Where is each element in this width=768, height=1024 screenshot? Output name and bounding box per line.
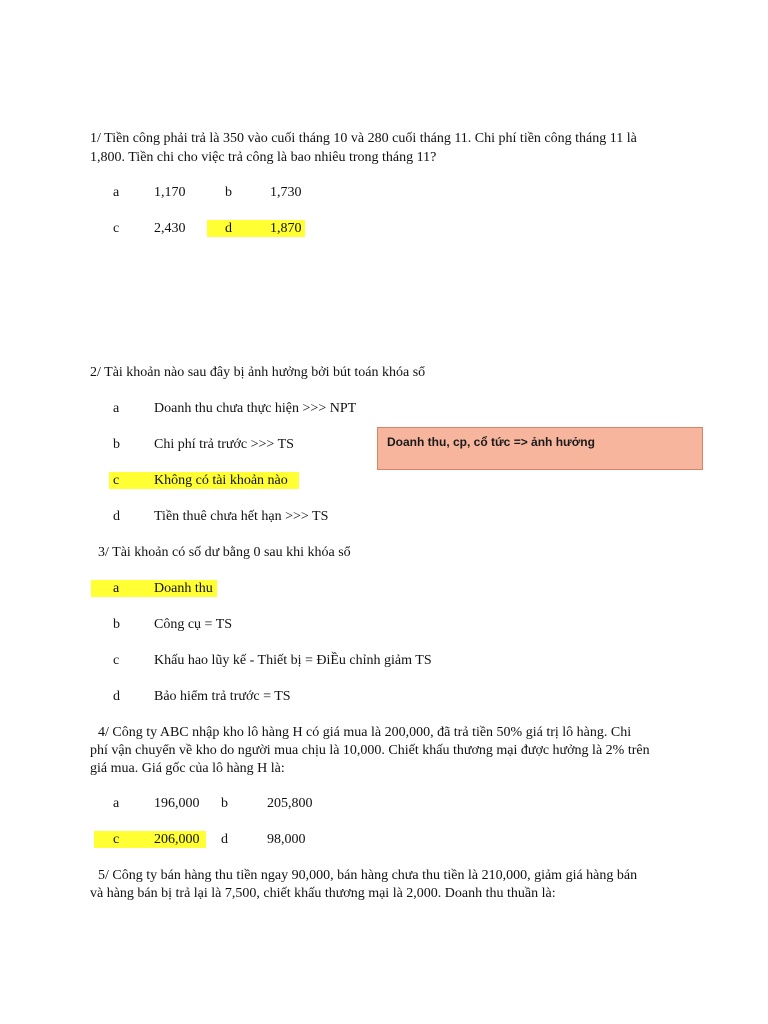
q4-text-line2: phí vận chuyển về kho do người mua chịu là 10,000. Chiết khấu thương mại được hưởng là 2% trên (90, 743, 650, 758)
q1-option-b-text: 1,730 (270, 185, 302, 200)
q4-option-c-text: 206,000 (154, 832, 200, 847)
q5-text-line2: và hàng bán bị trả lại là 7,500, chiết khấu thương mại là 2,000. Doanh thu thuần là: (90, 886, 556, 901)
q3-option-a-letter: a (113, 581, 120, 596)
q4-option-b-text: 205,800 (267, 796, 313, 811)
q3-option-b-letter: b (113, 617, 120, 632)
q2-option-a-letter: a (113, 401, 120, 416)
q1-option-a-text: 1,170 (154, 185, 186, 200)
q2-option-c-text: Không có tài khoản nào (154, 473, 288, 488)
q2-note-box (377, 427, 703, 470)
q4-text-line3: giá mua. Giá gốc của lô hàng H là: (90, 761, 285, 776)
q2-note-text: Doanh thu, cp, cổ tức => ảnh hưởng (387, 435, 595, 449)
q3-option-d-letter: d (113, 689, 120, 704)
q1-option-d-letter: d (225, 221, 232, 236)
q2-option-c-letter: c (113, 473, 120, 488)
q2-option-a-text: Doanh thu chưa thực hiện >>> NPT (154, 401, 357, 416)
q5-text-line1: 5/ Công ty bán hàng thu tiền ngay 90,000, bán hàng chưa thu tiền là 210,000, giảm giá hàng bán (98, 868, 638, 883)
q3-text: 3/ Tài khoản có số dư bằng 0 sau khi khóa sổ (98, 545, 351, 560)
q2-option-d-letter: d (113, 509, 120, 524)
q1-option-d-text: 1,870 (270, 221, 302, 236)
q1-option-c-text: 2,430 (154, 221, 186, 236)
q4-option-d-text: 98,000 (267, 832, 306, 847)
q2-option-b-letter: b (113, 437, 120, 452)
q3-option-b-text: Công cụ = TS (154, 617, 233, 632)
q1-text-line1: 1/ Tiền công phải trả là 350 vào cuối tháng 10 và 280 cuối tháng 11. Chi phí tiền công tháng 11 là (90, 131, 637, 146)
q2-option-b-text: Chi phí trả trước >>> TS (154, 437, 294, 452)
q2-option-d-text: Tiền thuê chưa hết hạn >>> TS (154, 509, 329, 524)
q4-option-b-letter: b (221, 796, 228, 811)
q1-option-a-letter: a (113, 185, 120, 200)
q4-option-a-letter: a (113, 796, 120, 811)
q3-option-a-text: Doanh thu (154, 581, 213, 596)
q3-option-d-text: Bảo hiểm trả trước = TS (154, 689, 291, 704)
q4-option-c-letter: c (113, 832, 120, 847)
q4-option-a-text: 196,000 (154, 796, 200, 811)
q1-option-c-letter: c (113, 221, 120, 236)
q3-option-c-letter: c (113, 653, 120, 668)
q4-option-d-letter: d (221, 832, 228, 847)
q1-text-line2: 1,800. Tiền chi cho việc trả công là bao nhiêu trong tháng 11? (90, 150, 437, 165)
q3-option-c-text: Khấu hao lũy kế - Thiết bị = ĐiỀu chỉnh giảm TS (154, 653, 432, 668)
q2-text: 2/ Tài khoản nào sau đây bị ảnh hưởng bởi bút toán khóa sổ (90, 365, 426, 380)
q1-option-b-letter: b (225, 185, 232, 200)
q4-text-line1: 4/ Công ty ABC nhập kho lô hàng H có giá mua là 200,000, đã trả tiền 50% giá trị lô hàng. Chi (98, 725, 632, 740)
